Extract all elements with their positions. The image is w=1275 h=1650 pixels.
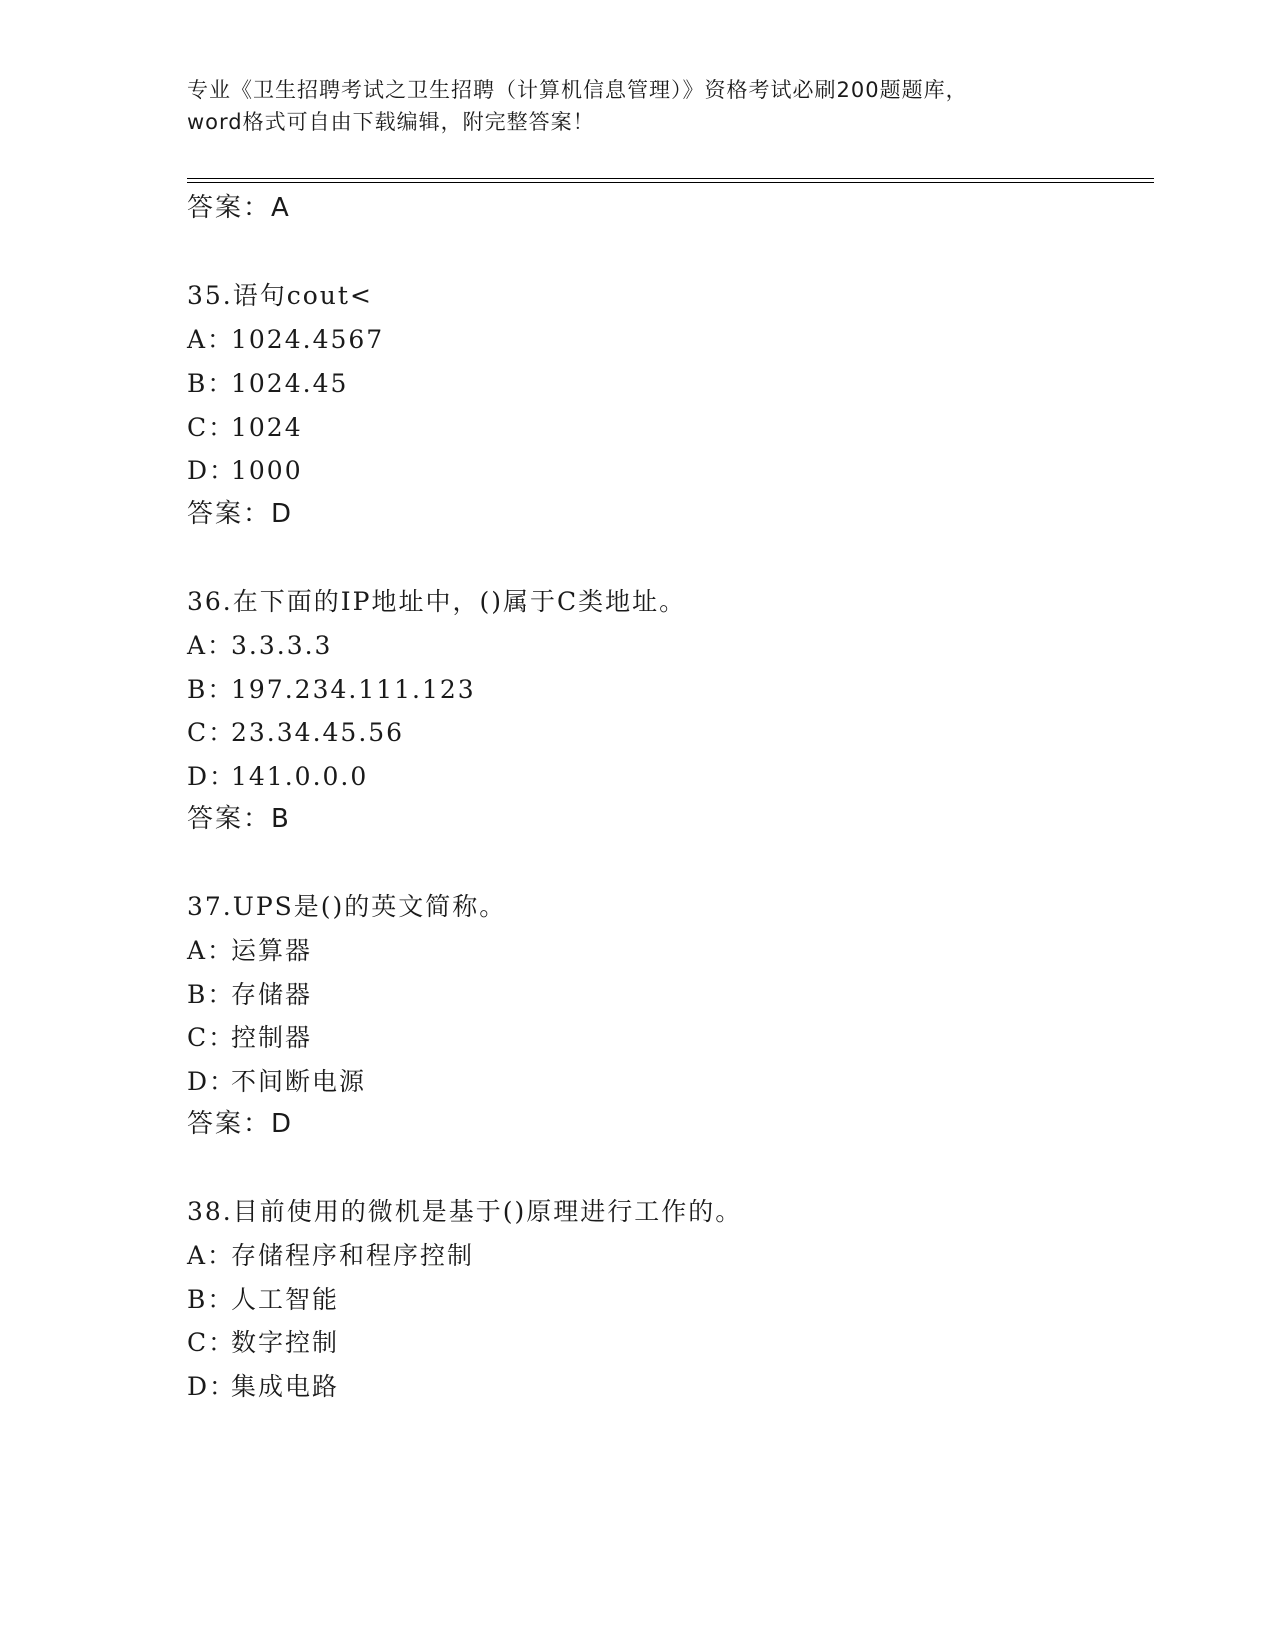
option-label: B：: [187, 675, 235, 704]
option-label: A：: [187, 1241, 235, 1270]
answer-36: [187, 804, 291, 834]
option-text: 数字控制: [231, 1328, 340, 1357]
option-text: 1024: [231, 413, 303, 442]
question-36-stem: 36.在下面的IP地址中，()属于C类地址。: [187, 587, 687, 616]
answer-value: B: [271, 804, 291, 834]
answer-35: [187, 499, 293, 529]
question-37-option-c: [187, 1023, 312, 1053]
answer-prefix: 答案：: [187, 193, 272, 223]
question-37-option-b: [187, 980, 312, 1010]
question-38-stem: 38.目前使用的微机是基于()原理进行工作的。: [187, 1197, 743, 1226]
option-label: C：: [187, 718, 236, 747]
answer-37: [187, 1109, 293, 1139]
question-35-option-b: [187, 369, 348, 399]
question-38-option-a: [187, 1241, 474, 1271]
option-label: B：: [187, 1285, 235, 1314]
question-38-option-b: [187, 1285, 339, 1315]
option-text: 1000: [231, 456, 303, 485]
option-text: 存储程序和程序控制: [231, 1241, 475, 1270]
option-label: B：: [187, 369, 235, 398]
option-text: 不间断电源: [231, 1067, 367, 1096]
answer-value: D: [271, 499, 294, 529]
answer-prefix: 答案：: [187, 499, 272, 529]
answer-34: [187, 193, 291, 223]
option-label: A：: [187, 325, 235, 354]
option-text: 存储器: [231, 980, 313, 1009]
question-37-stem: 37.UPS是()的英文简称。: [187, 892, 507, 921]
option-text: 23.34.45.56: [231, 718, 405, 747]
option-label: D：: [187, 762, 237, 791]
option-label: C：: [187, 1023, 236, 1052]
question-35-option-d: [187, 456, 303, 486]
answer-prefix: 答案：: [187, 804, 272, 834]
option-text: 3.3.3.3: [231, 631, 333, 660]
header-line-1: 专业《卫生招聘考试之卫生招聘（计算机信息管理）》资格考试必刷200题题库，: [187, 78, 968, 102]
question-35-stem: 35.语句cout<: [187, 281, 373, 310]
option-text: 197.234.111.123: [231, 675, 476, 704]
question-36-option-a: [187, 631, 332, 661]
option-label: B：: [187, 980, 235, 1009]
option-text: 控制器: [231, 1023, 313, 1052]
option-text: 运算器: [231, 936, 313, 965]
option-label: C：: [187, 1328, 236, 1357]
question-36-option-b: [187, 675, 476, 705]
option-label: C：: [187, 413, 236, 442]
question-36-option-c: [187, 718, 404, 748]
option-text: 141.0.0.0: [231, 762, 369, 791]
option-text: 1024.45: [231, 369, 349, 398]
header-rule-top: [187, 178, 1154, 179]
answer-value: A: [271, 193, 291, 223]
option-label: D：: [187, 1067, 237, 1096]
option-label: A：: [187, 936, 235, 965]
question-38-option-d: [187, 1372, 339, 1402]
question-37-option-d: [187, 1067, 366, 1097]
option-label: A：: [187, 631, 235, 660]
option-text: 人工智能: [231, 1285, 340, 1314]
option-label: D：: [187, 456, 237, 485]
option-label: D：: [187, 1372, 237, 1401]
answer-prefix: 答案：: [187, 1109, 272, 1139]
question-38-option-c: [187, 1328, 339, 1358]
option-text: 1024.4567: [231, 325, 385, 354]
question-37-option-a: [187, 936, 312, 966]
question-35-option-c: [187, 413, 303, 443]
question-36-option-d: [187, 762, 368, 792]
answer-value: D: [271, 1109, 294, 1139]
header-line-2: word格式可自由下载编辑，附完整答案！: [187, 110, 595, 134]
option-text: 集成电路: [231, 1372, 340, 1401]
document-header: [187, 74, 1087, 138]
header-rule-bottom: [187, 182, 1154, 183]
question-35-option-a: [187, 325, 384, 355]
